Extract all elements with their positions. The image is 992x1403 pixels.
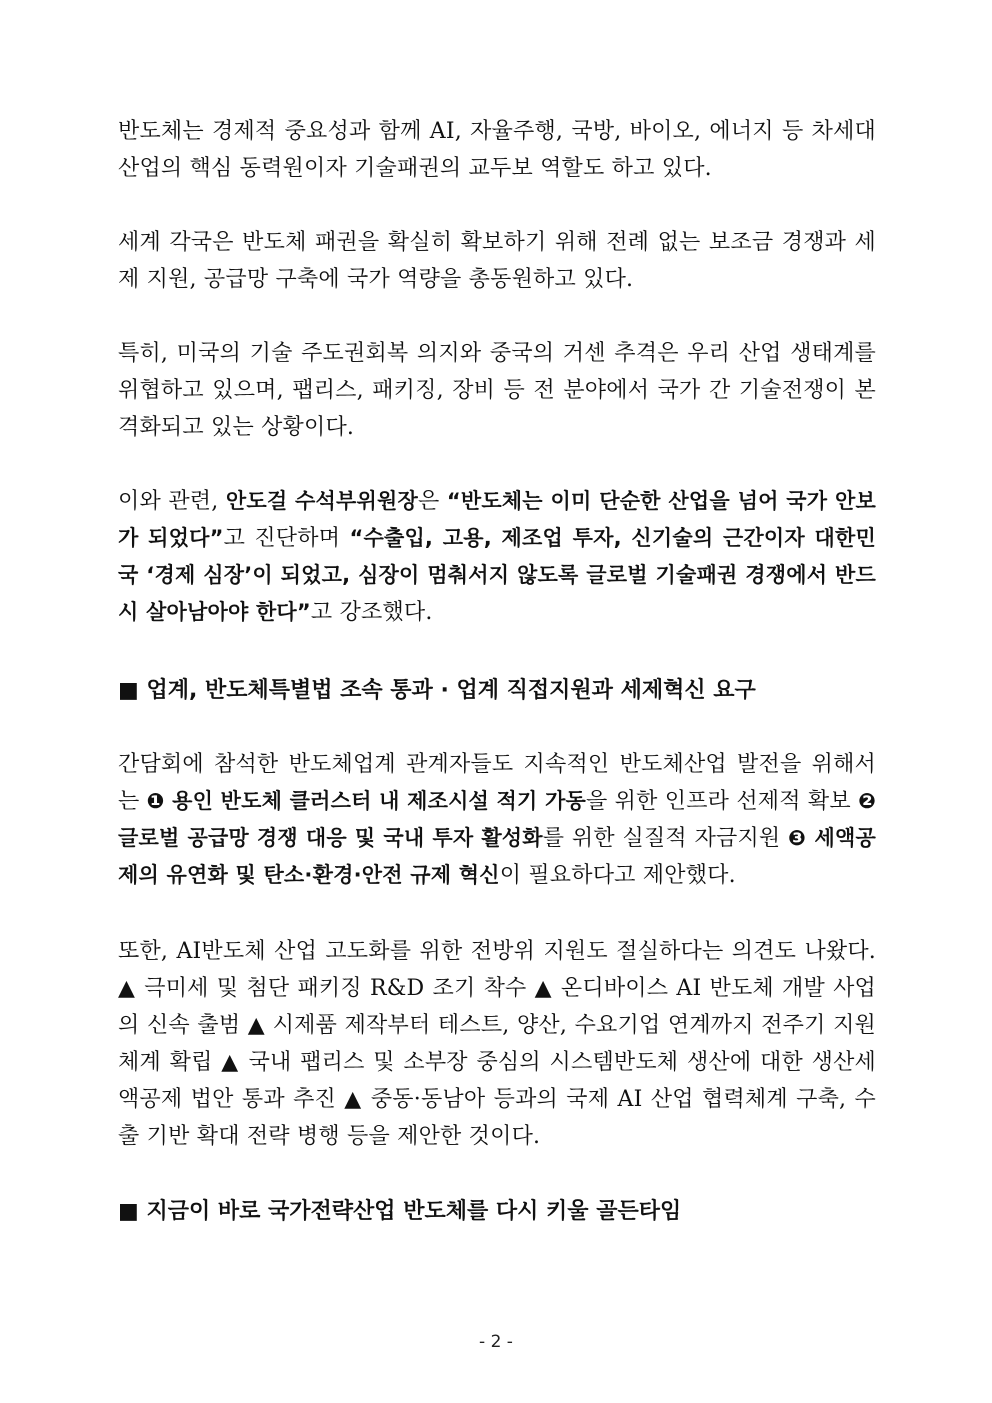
text-run: 를 위한 실질적 자금지원 bbox=[542, 826, 789, 851]
bold-proposal-1: ❶ 용인 반도체 클러스터 내 제조시설 적기 가동 bbox=[146, 789, 587, 813]
text-run: 고 진단하며 bbox=[223, 526, 350, 551]
bold-speaker-name: 안도걸 수석부위원장 bbox=[225, 489, 418, 513]
paragraph-ai-semiconductor-support: 또한, AI반도체 산업 고도화를 위한 전방위 지원도 절실하다는 의견도 나왔다. ▲ 극미세 및 첨단 패키징 R&D 조기 착수 ▲ 온디바이스 AI 반도체 개발 사업의 신속 출범 ▲ 시제품 제작부터 테스트, 양산, 수요기업 연계까지 전주기 지원 체계 확립 ▲ 국내 팹리스 및 소부장 중심의 시스템반도체 생산에 대한 생산세액공제 법안 통과 추진 ▲ 중동·동남아 등과의 국제 AI 산업 협력체계 구축, 수출 기반 확대 전략 병행 등을 제안한 것이다. bbox=[118, 939, 876, 1149]
bold-proposal-3: ❸ 세액공제의 유연화 및 탄소·환경·안전 규제 혁신 bbox=[118, 826, 877, 887]
paragraph-semiconductor-importance: 반도체는 경제적 중요성과 함께 AI, 자율주행, 국방, 바이오, 에너지 등 차세대 산업의 핵심 동력원이자 기술패권의 교두보 역할도 하고 있다. bbox=[118, 119, 876, 181]
paragraph-industry-proposals bbox=[118, 746, 876, 894]
text-run: 이와 관련, bbox=[118, 489, 226, 514]
bold-quote-economy-heart: “수출입, 고용, 제조업 투자, 신기술의 근간이자 대한민국 ‘경제 심장’이 되었고, 심장이 멈춰서지 않도록 글로벌 기술패권 경쟁에서 반드시 살아남아야 한다” bbox=[118, 526, 876, 624]
section-heading-golden-time: ■ 지금이 바로 국가전략산업 반도체를 다시 키울 골든타임 bbox=[118, 1199, 682, 1224]
text-run: 고 강조했다. bbox=[310, 600, 433, 625]
page-number: - 2 - bbox=[479, 1332, 513, 1352]
section-heading-industry-demands: ■ 업계, 반도체특별법 조속 통과 · 업계 직접지원과 세제혁신 요구 bbox=[118, 678, 756, 703]
paragraph-us-china-threat: 특히, 미국의 기술 주도권회복 의지와 중국의 거센 추격은 우리 산업 생태계를 위협하고 있으며, 팹리스, 패키징, 장비 등 전 분야에서 국가 간 기술전쟁이 본격화되고 있는 상황이다. bbox=[118, 341, 876, 440]
text-run: 이 필요하다고 제안했다. bbox=[499, 863, 736, 888]
paragraph-global-competition: 세계 각국은 반도체 패권을 확실히 확보하기 위해 전례 없는 보조금 경쟁과 세제 지원, 공급망 구축에 국가 역량을 총동원하고 있다. bbox=[118, 230, 876, 292]
bold-quote-security: “반도체는 이미 단순한 산업을 넘어 국가 안보가 되었다” bbox=[118, 489, 876, 550]
paragraph-vice-chair-quote bbox=[118, 483, 876, 631]
text-run: 간담회에 참석한 반도체업계 관계자들도 지속적인 반도체산업 발전을 위해서는 bbox=[118, 752, 876, 814]
bold-proposal-2: ❷ 글로벌 공급망 경쟁 대응 및 국내 투자 활성화 bbox=[118, 789, 876, 850]
text-run: 을 위한 인프라 선제적 확보 bbox=[586, 789, 858, 814]
text-run: 은 bbox=[417, 489, 447, 514]
